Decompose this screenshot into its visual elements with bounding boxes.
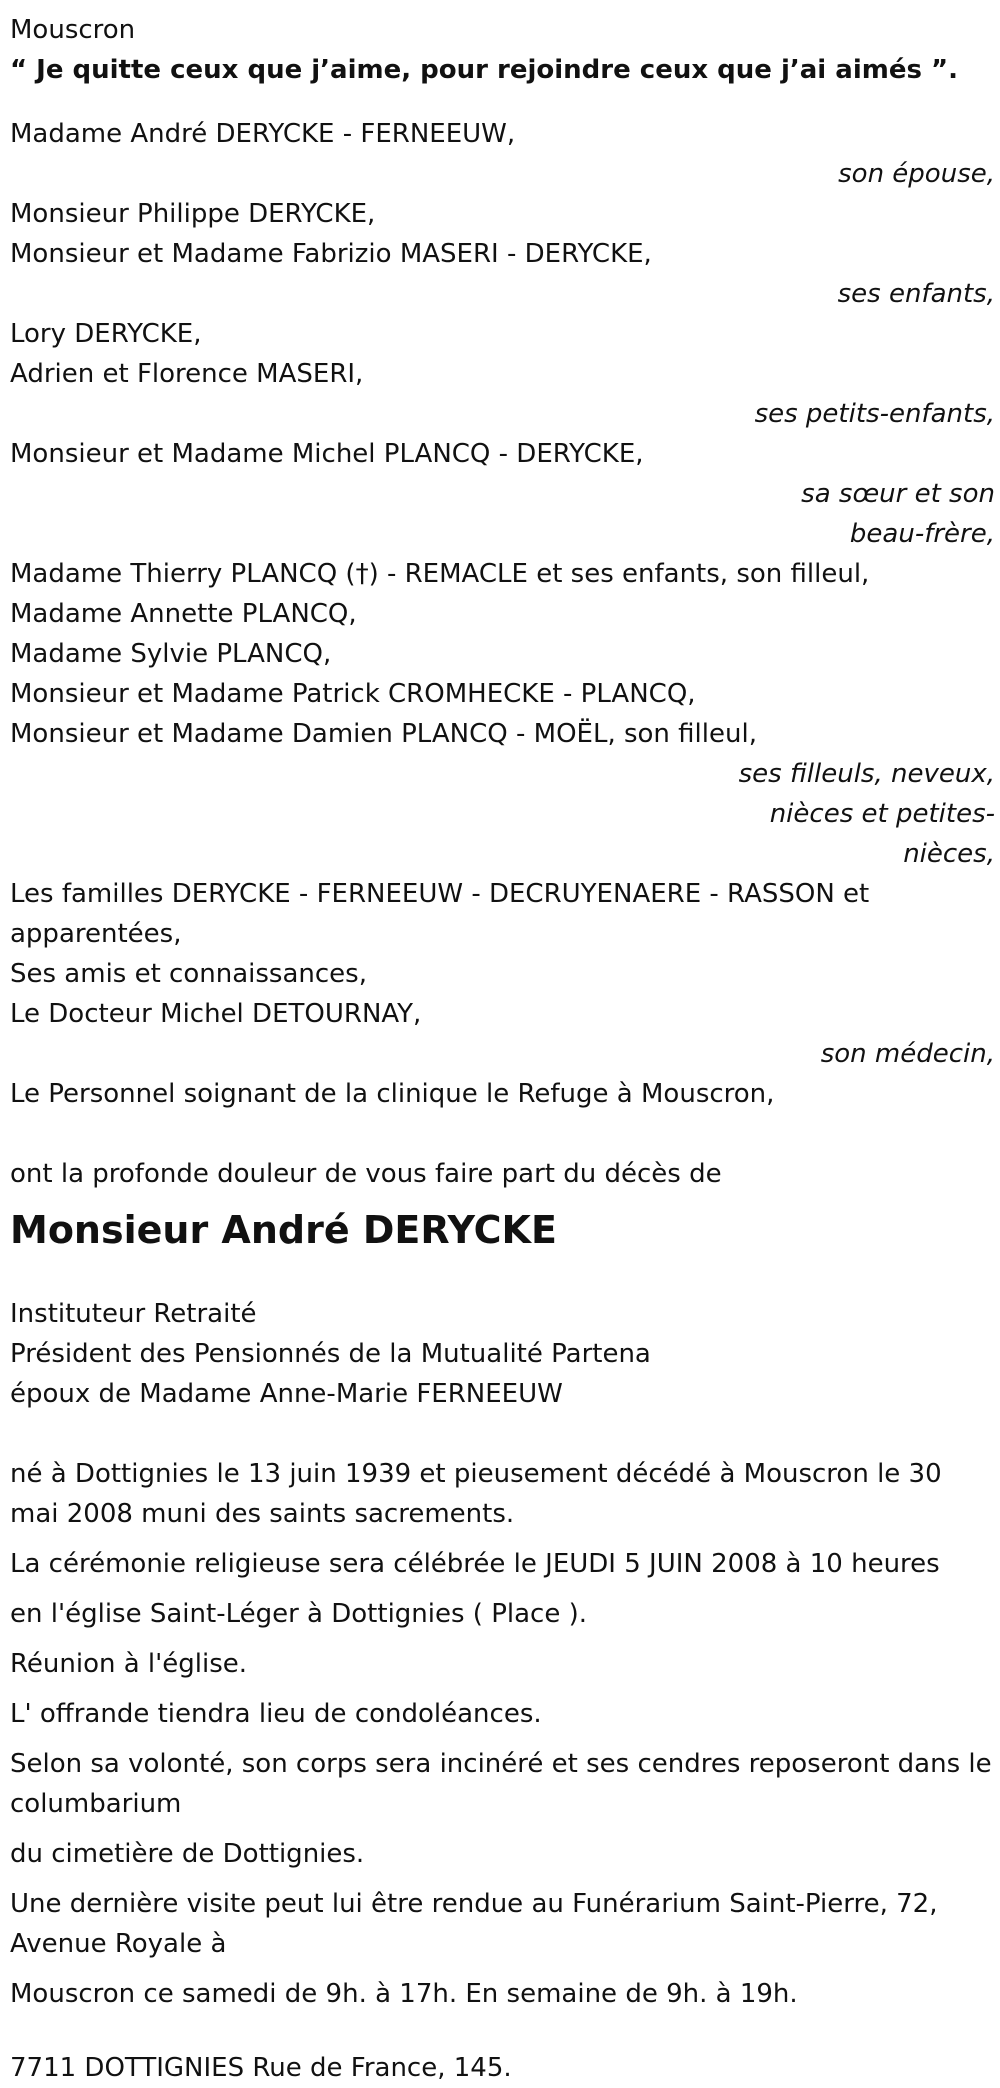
visit-text: Une dernière visite peut lui être rendue au Funérarium Saint-Pierre, 72, Avenue Royale à <box>10 1889 938 1959</box>
friends-line: Ses amis et connaissances, <box>10 959 367 989</box>
family-group-godchildren <box>10 554 995 874</box>
family-name: Madame Annette PLANCQ, <box>10 599 357 629</box>
family-name: Adrien et Florence MASERI, <box>10 359 364 389</box>
meeting-text: Réunion à l'église. <box>10 1649 248 1679</box>
church-text: en l'église Saint-Léger à Dottignies ( Place ). <box>10 1599 588 1629</box>
quote: “ Je quitte ceux que j’aime, pour rejoindre ceux que j’ai aimés ”. <box>10 55 958 85</box>
family-role: beau-frère, <box>849 519 995 549</box>
family-name: Monsieur et Madame Michel PLANCQ - DERYCKE, <box>10 439 644 469</box>
family-group-grandchildren <box>10 314 995 434</box>
family-name: Monsieur Philippe DERYCKE, <box>10 199 376 229</box>
address: 7711 DOTTIGNIES Rue de France, 145. <box>10 2053 512 2083</box>
family-role: son épouse, <box>838 159 995 189</box>
family-role: nièces et petites- <box>769 799 995 829</box>
family-name: Lory DERYCKE, <box>10 319 202 349</box>
deceased-title: Président des Pensionnés de la Mutualité Partena <box>10 1339 651 1369</box>
birth-death-text: né à Dottignies le 13 juin 1939 et pieusement décédé à Mouscron le 30 mai 2008 muni des saints sacrements. <box>10 1459 942 1529</box>
family-group-children <box>10 194 995 314</box>
family-name: Monsieur et Madame Fabrizio MASERI - DERYCKE, <box>10 239 652 269</box>
announcement: ont la profonde douleur de vous faire part du décès de <box>10 1159 722 1189</box>
family-name: Monsieur et Madame Damien PLANCQ - MOËL, son filleul, <box>10 719 757 749</box>
family-name: Madame André DERYCKE - FERNEEUW, <box>10 119 516 149</box>
family-group-spouse <box>10 114 995 194</box>
offering-text: L' offrande tiendra lieu de condoléances. <box>10 1699 542 1729</box>
family-name: Madame Thierry PLANCQ (†) - REMACLE et ses enfants, son filleul, <box>10 559 870 589</box>
family-role: ses petits-enfants, <box>754 399 995 429</box>
deceased-name: Monsieur André DERYCKE <box>10 1208 557 1252</box>
deceased-title: Instituteur Retraité <box>10 1299 257 1329</box>
deceased-title: époux de Madame Anne-Marie FERNEEUW <box>10 1379 563 1409</box>
ceremony-text: La cérémonie religieuse sera célébrée le JEUDI 5 JUIN 2008 à 10 heures <box>10 1549 940 1579</box>
doctor-line: Le Docteur Michel DETOURNAY, <box>10 999 422 1029</box>
location: Mouscron <box>10 15 136 45</box>
family-role: sa sœur et son <box>801 479 995 509</box>
family-name: Monsieur et Madame Patrick CROMHECKE - PLANCQ, <box>10 679 696 709</box>
family-name: Madame Sylvie PLANCQ, <box>10 639 332 669</box>
cemetery-text: du cimetière de Dottignies. <box>10 1839 365 1869</box>
family-role: ses filleuls, neveux, <box>738 759 995 789</box>
family-role: nièces, <box>903 839 995 869</box>
cremation-text: Selon sa volonté, son corps sera incinéré et ses cendres reposeront dans le columbarium <box>10 1749 992 1819</box>
hours-text: Mouscron ce samedi de 9h. à 17h. En semaine de 9h. à 19h. <box>10 1979 798 2009</box>
family-role: ses enfants, <box>837 279 995 309</box>
family-group-sister <box>10 434 995 554</box>
doctor-role: son médecin, <box>820 1039 995 1069</box>
families-line: Les familles DERYCKE - FERNEEUW - DECRUYENAERE - RASSON et apparentées, <box>10 879 870 949</box>
staff-line: Le Personnel soignant de la clinique le Refuge à Mouscron, <box>10 1079 775 1109</box>
